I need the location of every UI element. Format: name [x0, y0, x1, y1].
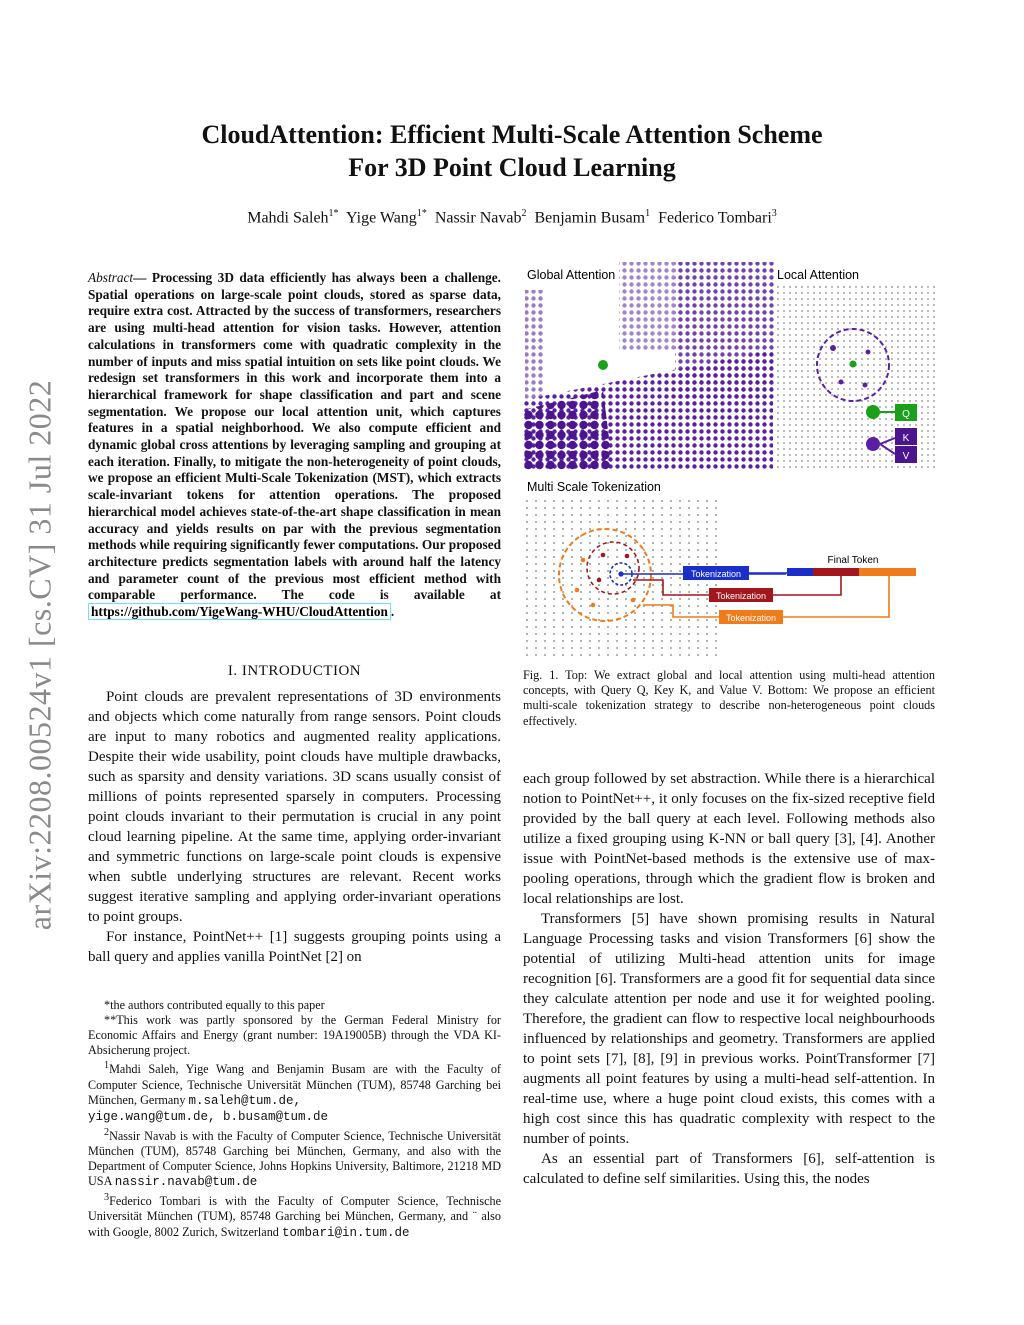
footnote-affiliation-3 [88, 1190, 501, 1240]
footnote-mark: 3 [104, 1192, 110, 1204]
author-list [0, 208, 1024, 227]
k-label: K [902, 433, 910, 444]
abstract [88, 270, 501, 621]
footnote-text: Federico Tombari is with the Faculty of Computer Science, Technische Universität München (TUM), 85748 Garching bei München, Germany, and ¨ also with Google, 8002 Zurich, Switzerland [88, 1194, 501, 1239]
footnote-mark: 2 [104, 1126, 110, 1138]
email[interactable]: m.saleh@tum.de, [188, 1093, 302, 1108]
tokenization-label: Tokenization [725, 613, 777, 623]
author: Mahdi Saleh [247, 209, 329, 227]
paragraph: For instance, PointNet++ [1] suggests grouping points using a ball query and applies vanilla PointNet [2] on [88, 929, 501, 965]
final-token-blue [787, 568, 813, 576]
tokenization-label: Tokenization [690, 569, 742, 579]
local-attention-label: Local Attention [777, 268, 860, 282]
q-label: Q [902, 409, 910, 420]
author-affiliation: 2 [521, 208, 527, 219]
paper-title [0, 118, 1024, 184]
intro-text [88, 687, 501, 967]
arxiv-identifier: arXiv:2208.00524v1 [cs.CV] 31 Jul 2022 [21, 379, 58, 931]
section-heading: I. INTRODUCTION [227, 663, 362, 679]
final-token-red [813, 568, 859, 576]
author: Benjamin Busam [534, 209, 646, 227]
mst-label: Multi Scale Tokenization [527, 480, 661, 494]
global-attention-panel [523, 260, 775, 470]
code-link[interactable]: https://github.com/YigeWang-WHU/CloudAttention [88, 603, 391, 620]
abstract-body: — Processing 3D data efficiently has always been a challenge. Spatial operations on large-scale point clouds, stored as sparse data, require extra cost. Attracted by the success of transformers, researchers are using multi-head attention for vision tasks. However, attention calculations in transformers come with quadratic complexity in the number of inputs and miss spatial intuition on sets like point clouds. We redesign set transformers in this work and incorporate them into a hierarchical framework for shape classification and part and scene segmentation. We propose our local attention unit, which captures features in a spatial neighborhood. We also compute efficient and dynamic global cross attentions by leveraging sampling and grouping at each iteration. Finally, to mitigate the non-heterogeneity of point clouds, we propose an efficient Multi-Scale Tokenization (MST), which extracts scale-invariant tokens for attention operations. The proposed hierarchical model achieves state-of-the-art shape classification in mean accuracy and yields results on par with the previous segmentation methods while requiring significantly fewer computations. Our proposed architecture predicts segmentation labels with around half the latency and parameter count of the previous most efficient method with comparable performance. The code is available at [88, 270, 501, 603]
paragraph: each group followed by set abstraction. While there is a hierarchical notion to PointNet++, it only focuses on the fix-sized receptive field provided by the ball query at each level. Following methods also utilize a fixed grouping using K-NN or ball query [3], [4]. Another issue with PointNet-based methods is the extensive use of max-pooling operations, through which the gradient flow is broken and local relationships are lost. [523, 771, 935, 907]
tokenization-label: Tokenization [715, 591, 767, 601]
footnote-sponsor: **This work was partly sponsored by the German Federal Ministry for Economic Affairs and Energy (grant number: 19A19005B) through the VDA KI-Absicherung project. [88, 1013, 501, 1058]
footnote-mark: 1 [104, 1060, 110, 1072]
author-affiliation: 3 [771, 208, 777, 219]
title-line-1: CloudAttention: Efficient Multi-Scale Attention Scheme [201, 120, 823, 149]
abstract-end: . [390, 604, 395, 620]
paragraph: As an essential part of Transformers [6], self-attention is calculated to define self similarities. Using this, the nodes [523, 1151, 935, 1187]
author-affiliation: 1* [328, 208, 339, 219]
query-point [598, 360, 608, 370]
footnote-affiliation-2 [88, 1125, 501, 1190]
v-label: V [902, 451, 910, 462]
footnote-text: Mahdi Saleh, Yige Wang and Benjamin Busam are with the Faculty of Computer Science, Technische Universität München (TUM), 85748 Garching bei München, Germany [88, 1062, 501, 1107]
figure-caption: Fig. 1. Top: We extract global and local attention using multi-head attention concepts, with Query Q, Key K, and Value V. Bottom: We propose an efficient multi-scale tokenization strategy to describe non-heterogeneous point clouds effectively. [523, 668, 935, 728]
right-column-text [523, 769, 935, 1189]
author-affiliation: 1 [645, 208, 651, 219]
final-token-orange [859, 568, 916, 576]
footnote-text: Nassir Navab is with the Faculty of Computer Science, Technische Universität München (TUM), 85748 Garching bei München, Germany, and also with the Department of Computer Science, Johns Hopkins University, Baltimore, 21218 MD USA [88, 1128, 501, 1189]
author: Nassir Navab [434, 209, 522, 227]
paragraph: Transformers [5] have shown promising results in Natural Language Processing tasks and vision Transformers [6] show the potential of utilizing Multi-head attention units for image recognition [6]. Transformers are a good fit for sequential data since they calculate attention per node and use it for weighted pooling. Therefore, the gradient can flow to respective local neighbourhoods influenced by relationships and geometry. Transformers are applied to point sets [7], [8], [9] in previous works. PointTransformer [7] augments all point features by using a multi-head self-attention. In real-time use, where a huge point cloud exists, this comes with a high cost since this has quadratic complexity with respect to the number of points. [523, 911, 935, 1147]
global-attention-label: Global Attention [527, 268, 616, 282]
paragraph: Point clouds are prevalent representations of 3D environments and objects which come naturally from range sensors. Point clouds are input to many robotics and augmented reality applications. Despite their wide usability, point clouds have multiple drawbacks, such as sparsity and density variations. 3D scans usually consist of millions of points represented sparsely in computers. Processing point clouds invariant to their permutation is crucial in any point cloud learning pipeline. At the same time, applying order-invariant and symmetric functions on large-scale point clouds is expensive when subtle underlying structures are relevant. Recent works suggest iterative sampling and applying order-invariant operations to point groups. [88, 689, 501, 925]
final-token-label: Final Token [827, 555, 879, 566]
email[interactable]: yige.wang@tum.de, b.busam@tum.de [88, 1109, 329, 1124]
author: Yige Wang [345, 209, 417, 227]
author: Federico Tombari [658, 209, 772, 227]
footnote-equal: *the authors contributed equally to this paper [104, 998, 325, 1012]
arxiv-sidebar [10, 365, 70, 945]
footnotes [88, 998, 501, 1241]
email[interactable]: tombari@in.tum.de [281, 1225, 410, 1240]
local-attention-panel [775, 260, 935, 470]
author-affiliation: 1* [416, 208, 427, 219]
footnote-affiliation-1 [88, 1058, 501, 1124]
email[interactable]: nassir.navab@tum.de [114, 1175, 258, 1190]
figure-1 [523, 260, 935, 660]
title-line-2: For 3D Point Cloud Learning [348, 153, 676, 182]
abstract-label: Abstract [88, 270, 134, 285]
